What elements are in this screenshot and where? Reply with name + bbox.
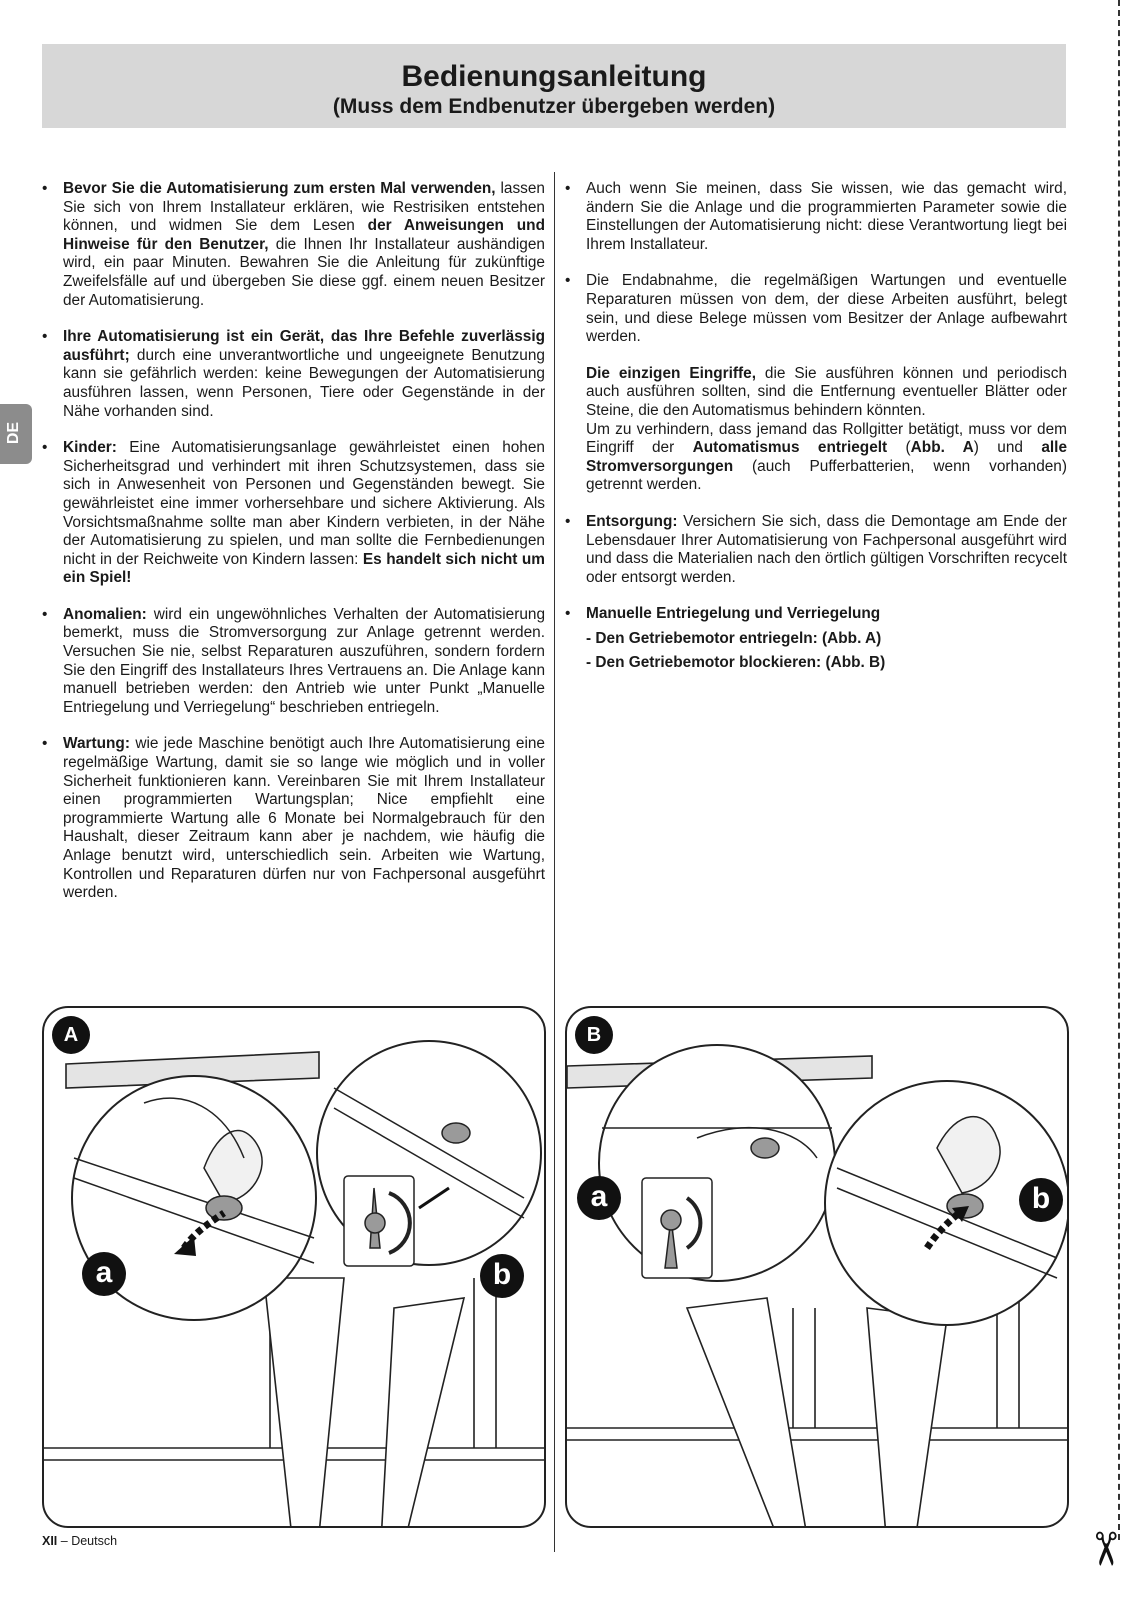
item-emphasis: der Anweisungen und Hinweise für den Benutzer, xyxy=(63,217,545,253)
list-item xyxy=(42,328,545,421)
left-column xyxy=(42,180,545,921)
item-text: wird ein ungewöhnliches Verhalten der Automatisierung bemerkt, muss die Stromversorgung zur Anlage getrennt werden. Versuchen Sie nie, selbst Reparaturen auszuführen, sondern fordern Sie den Eingriff des Installateurs Ihres Vertrauens an. Die Anlage kann manuell betrieben werden: den Antrieb wie unter Punkt „Manuelle Entriegelung und Verriegelung“ beschrieben entriegeln. xyxy=(63,605,545,716)
figure-a-badge: A xyxy=(52,1016,90,1054)
bullet: • xyxy=(42,605,48,623)
callout-b: b xyxy=(1019,1178,1063,1222)
item-text: Die Endabnahme, die regelmäßigen Wartungen und eventuelle Reparaturen müssen von dem, der diese Arbeiten ausführt, belegt sein, und diese Belege müssen vom Besitzer der Anlage aufbewahrt werden. xyxy=(586,272,1067,346)
item-heading: Ihre Automatisierung ist ein Gerät, das Ihre Befehle zuverlässig ausführt; xyxy=(63,328,545,364)
item-text: Auch wenn Sie meinen, dass Sie wissen, wie das gemacht wird, ändern Sie die Anlage und die programmierten Parameter sowie die Einstellungen der Automatisierung nicht: diese Verantwortung liegt bei Ihrem Installateur. xyxy=(586,180,1067,253)
page-title: Bedienungsanleitung xyxy=(401,60,707,93)
figure-a xyxy=(42,1006,546,1528)
page-number: XII xyxy=(42,1534,58,1548)
list-item xyxy=(42,180,545,310)
para-text: (auch Pufferbatterien, wenn vorhanden) getrennt werden. xyxy=(586,457,1067,494)
cut-line xyxy=(1118,0,1120,1540)
list-item xyxy=(565,180,1067,254)
para-text: Um zu verhindern, dass jemand das Rollgitter betätigt, muss vor dem Eingriff der xyxy=(586,420,1067,457)
figure-b xyxy=(565,1006,1069,1528)
bullet: • xyxy=(565,180,571,197)
list-item xyxy=(42,606,545,718)
page-header xyxy=(42,44,1066,128)
figure-b-illustration xyxy=(567,1008,1067,1526)
page-subtitle: (Muss dem Endbenutzer übergeben werden) xyxy=(332,95,776,118)
list-item xyxy=(565,605,1067,624)
para-text: ( xyxy=(887,439,911,457)
right-column xyxy=(565,180,1067,673)
item-heading: Wartung: xyxy=(63,735,130,753)
item-emphasis: Es handelt sich nicht um ein Spiel! xyxy=(63,550,545,587)
item-text: durch eine unverantwortliche und ungeeignete Benutzung kann sie gefährlich werden: keine Bewegungen der Automatisierung ausführen lassen, wenn Personen, Tiere oder Gegenstände in der Nähe vorhanden sind. xyxy=(63,346,545,420)
figure-b-badge: B xyxy=(575,1016,613,1054)
sub-item: - Den Getriebemotor entriegeln: (Abb. A) xyxy=(586,629,882,647)
page-footer xyxy=(42,1534,117,1548)
para-text: die Sie ausführen können und periodisch auch ausführen sollten, sind die Entfernung eventueller Blätter oder Steine, die den Automatismus behindern könnten. xyxy=(586,364,1067,419)
bullet: • xyxy=(42,328,48,346)
item-heading: Entsorgung: xyxy=(586,512,678,530)
bullet: • xyxy=(42,180,48,197)
callout-b: b xyxy=(480,1254,524,1298)
list-item xyxy=(42,439,545,588)
bullet: • xyxy=(42,439,48,457)
item-heading: Bevor Sie die Automatisierung zum ersten Mal verwenden, xyxy=(63,180,496,197)
item-text: Versichern Sie sich, dass die Demontage am Ende der Lebensdauer Ihrer Automatisierung von Fachpersonal ausgeführt wird und dass die Materialien nach den örtlich gültigen Vorschriften recycelt oder entsorgt werden. xyxy=(586,512,1067,586)
sub-item: - Den Getriebemotor blockieren: (Abb. B) xyxy=(586,654,886,672)
callout-a: a xyxy=(577,1176,621,1220)
para-emphasis: Abb. A xyxy=(910,439,974,457)
item-heading: Manuelle Entriegelung und Verriegelung xyxy=(586,605,881,623)
footer-language: – Deutsch xyxy=(57,1534,118,1548)
item-text: Eine Automatisierungsanlage gewährleistet einen hohen Sicherheitsgrad und verhindert mit ihren Schutzsystemen, dass sie sich in Anwesenheit von Personen und Gegenständen bewegt. Sie gewährleistet eine immer vorhersehbare und sichere Aktivierung. Als Vorsichtsmaßnahme sollte man aber Kindern verbieten, in der Nähe der Automatisierung zu spielen, und man sollte die Fernbedienungen nicht in der Reichweite von Kindern lassen: xyxy=(63,439,545,568)
bullet: • xyxy=(565,605,571,623)
paragraph xyxy=(565,365,1067,495)
bullet: • xyxy=(565,512,571,530)
scissors-icon: ✂ xyxy=(1079,1529,1132,1569)
item-text: die Ihnen Ihr Installateur aushändigen wird, ein paar Minuten. Bewahren Sie die Anleitung für zukünftige Zweifelsfälle auf und übergeben Sie diese ggf. einem neuen Besitzer der Automatisierung. xyxy=(63,235,545,309)
bullet: • xyxy=(565,272,571,290)
item-heading: Kinder: xyxy=(63,439,117,457)
list-item xyxy=(42,735,545,902)
bullet: • xyxy=(42,735,48,753)
list-item xyxy=(565,272,1067,346)
item-text: lassen Sie sich von Ihrem Installateur erklären, wie Restrisiken entstehen können, und widmen Sie dem Lesen xyxy=(63,180,545,235)
item-heading: Anomalien: xyxy=(63,605,147,623)
para-text: ) und xyxy=(973,439,1042,457)
item-text: wie jede Maschine benötigt auch Ihre Automatisierung eine regelmäßige Wartung, damit sie so lange wie möglich und in voller Sicherheit funktionieren kann. Vereinbaren Sie mit Ihrem Installateur einen programmierten Wartungsplan; Nice empfiehlt eine programmierte Wartung alle 6 Monate bei Normalgebrauch für den Haushalt, dieser Zeitraum kann aber je nachdem, wie häufig die Anlage benutzt wird, unterschiedlich sein. Arbeiten wie Wartung, Kontrollen und Reparaturen dürfen nur von Fachpersonal ausgeführt werden. xyxy=(63,735,545,902)
language-tab xyxy=(0,404,32,464)
list-item xyxy=(565,513,1067,587)
column-divider xyxy=(554,172,555,1552)
callout-a: a xyxy=(82,1252,126,1296)
para-emphasis: alle Stromversorgungen xyxy=(586,439,1068,475)
para-heading: Die einzigen Eingriffe, xyxy=(586,364,757,382)
para-emphasis: Automatismus entriegelt xyxy=(692,439,888,457)
language-tab-label: DE xyxy=(5,421,23,445)
